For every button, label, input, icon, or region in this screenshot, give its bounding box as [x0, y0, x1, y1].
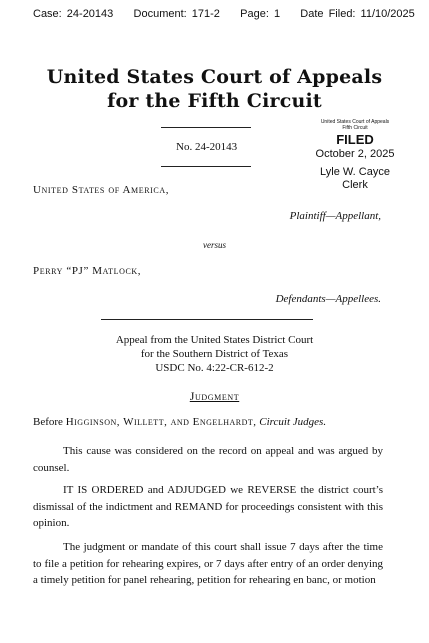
appeal-rule	[101, 319, 313, 320]
docket-rule-bottom	[161, 166, 251, 167]
panel-title: Circuit Judges.	[259, 416, 327, 428]
plaintiff-role: Plaintiff—Appellant,	[289, 210, 381, 222]
header-date-filed: Date Filed: 11/10/2025	[300, 8, 415, 20]
panel-before: Before	[33, 416, 63, 428]
appeal-docket: USDC No. 4:22-CR-612-2	[155, 362, 274, 374]
filed-stamp-date: October 2, 2025	[315, 148, 395, 160]
plaintiff-name: United States of America,	[33, 184, 170, 196]
filed-stamp-court: United States Court of Appeals	[320, 119, 390, 125]
header-document: Document: 171-2	[133, 8, 220, 20]
appeal-line1: Appeal from the United States District Court	[115, 334, 314, 346]
versus: versus	[203, 240, 226, 250]
paragraph-considered: This cause was considered on the record on appeal and was argued by counsel.	[33, 445, 383, 474]
header-page: Page: 1	[240, 8, 281, 20]
header-case: Case: 24-20143	[33, 8, 114, 20]
case-header	[33, 8, 415, 20]
filed-stamp-circuit: Fifth Circuit	[342, 125, 368, 131]
judgment-title: Judgment	[189, 389, 240, 403]
defendant-role: Defendants—Appellees.	[275, 293, 381, 305]
paragraph-mandate: The judgment or mandate of this court shall issue 7 days after the time to file a petition for rehearing expires, or 7 days after entry of an order denying a timely petition for panel rehearing, petition for rehearing en banc, or motion	[33, 541, 383, 586]
filed-stamp-clerk-title: Clerk	[342, 179, 368, 191]
docket-rule-top	[161, 127, 251, 128]
court-name-line1: United States Court of Appeals	[46, 66, 383, 88]
docket-number: No. 24-20143	[176, 141, 238, 153]
filed-stamp-clerk-name: Lyle W. Cayce	[320, 166, 390, 178]
panel-line	[33, 414, 383, 431]
defendant-name: Perry “PJ” Matlock,	[33, 265, 142, 277]
filed-stamp-label: FILED	[336, 132, 374, 147]
court-name-line2: for the Fifth Circuit	[107, 90, 322, 112]
panel-judges: Higginson, Willett, and Engelhardt,	[65, 416, 257, 428]
appeal-line2: for the Southern District of Texas	[140, 348, 289, 360]
paragraph-ordered: IT IS ORDERED and ADJUDGED we REVERSE the district court’s dismissal of the indictment and REMAND for proceedings consistent with this opinion.	[33, 484, 383, 529]
